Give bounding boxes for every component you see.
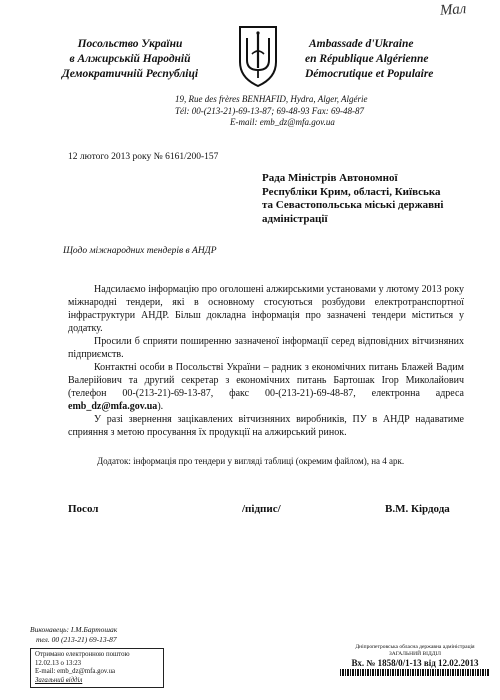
embassy-name-fr-3: Démocrutique et Populaire	[305, 68, 434, 80]
embassy-name-ua-3: Демократичній Республіці	[61, 68, 199, 80]
address-line-3: E-mail: emb_dz@mfa.gov.ua	[230, 117, 335, 127]
embassy-name-ua-2: в Алжирській Народній	[69, 53, 191, 65]
recipient-line-3: та Севастопольська міські державні	[262, 199, 444, 211]
body-paragraph-1: Надсилаємо інформацію про оголошені алжирськими установами у лютому 2013 року міжнародні тендери, які в основному стосуються розбудови електротранспортної інфраструктури АНДР. Більш докладна інформація про зазначені тендери міститься у додатку.	[68, 284, 464, 334]
signature-signed: /підпис/	[242, 503, 281, 515]
body-paragraph-3-end: ).	[157, 401, 164, 412]
recipient-block	[262, 172, 482, 226]
embassy-address	[175, 94, 405, 129]
contact-email: emb_dz@mfa.gov.ua	[68, 401, 158, 412]
received-line-4: Загальний відділ	[35, 676, 83, 684]
handwritten-note: Мал	[439, 1, 467, 19]
stamp-barcode	[340, 669, 490, 676]
received-line-1: Отримано електронною поштою	[35, 651, 130, 658]
executor-phone: тел. 00 (213-21) 69-13-87	[36, 634, 117, 644]
header-left	[55, 37, 205, 82]
address-line-1: 19, Rue des frères BENHAFID, Hydra, Alger, Algérie	[175, 94, 368, 104]
received-line-3: E-mail: emb_dz@mfa.gov.ua	[35, 668, 115, 675]
embassy-name-fr-2: en République Algérienne	[305, 53, 429, 65]
stamp-department: ЗАГАЛЬНИЙ ВІДДІЛ	[388, 651, 442, 657]
coat-of-arms-icon	[236, 24, 280, 88]
body-paragraph-4: У разі звернення зацікавлених вітчизняних виробників, ПУ в АНДР надаватиме сприяння з метою просування їх продукції на алжирський ринок.	[68, 414, 464, 438]
attachment-note: Додаток: інформація про тендери у вигляді таблиці (окремим файлом), на 4 арк.	[97, 456, 405, 466]
email-received-box	[30, 648, 164, 688]
embassy-name-ua-1: Посольство України	[77, 38, 183, 50]
body-paragraph-2: Просили б сприяти поширенню зазначеної інформації серед відповідних вітчизняних підприємств.	[68, 336, 464, 360]
signature-title: Посол	[68, 503, 99, 515]
address-line-2: Tél: 00-(213-21)-69-13-87; 69-48-93 Fax: 69-48-87	[175, 105, 364, 116]
executor-name: Виконавець: І.М.Бартошак	[30, 625, 118, 634]
stamp-registration-number: Вх. № 1858/0/1-13 від 12.02.2013	[351, 658, 479, 668]
recipient-line-4: адміністрації	[262, 212, 328, 225]
letter-body	[68, 283, 464, 439]
recipient-line-1: Рада Міністрів Автономної	[262, 172, 398, 184]
recipient-line-2: Республіки Крим, області, Київська	[262, 185, 441, 198]
executor-info	[30, 625, 117, 644]
received-line-2: 12.02.13 о 13:23	[35, 659, 82, 667]
body-paragraph-3-text: Контактні особи в Посольстві України – радник з економічних питань Блажей Вадим Валерійович та другий секретар з економічних питань Бартошак Ігор Миколайович (телефон 00-(213-21)-69-13-87, факс 00-(213-21)-69-48-87, електронна адреса	[68, 362, 464, 399]
header-right	[305, 37, 475, 82]
letter-subject: Щодо міжнародних тендерів в АНДР	[63, 246, 217, 256]
embassy-name-fr-1: Ambassade d'Ukraine	[309, 38, 414, 50]
stamp-organization: Дніпропетровська обласна державна адміністрація	[355, 644, 475, 650]
letter-date-number: 12 лютого 2013 року № 6161/200-157	[68, 152, 219, 162]
registration-stamp	[340, 644, 490, 676]
body-paragraph-3	[68, 361, 464, 413]
signature-name: В.М. Кірдода	[385, 503, 450, 515]
